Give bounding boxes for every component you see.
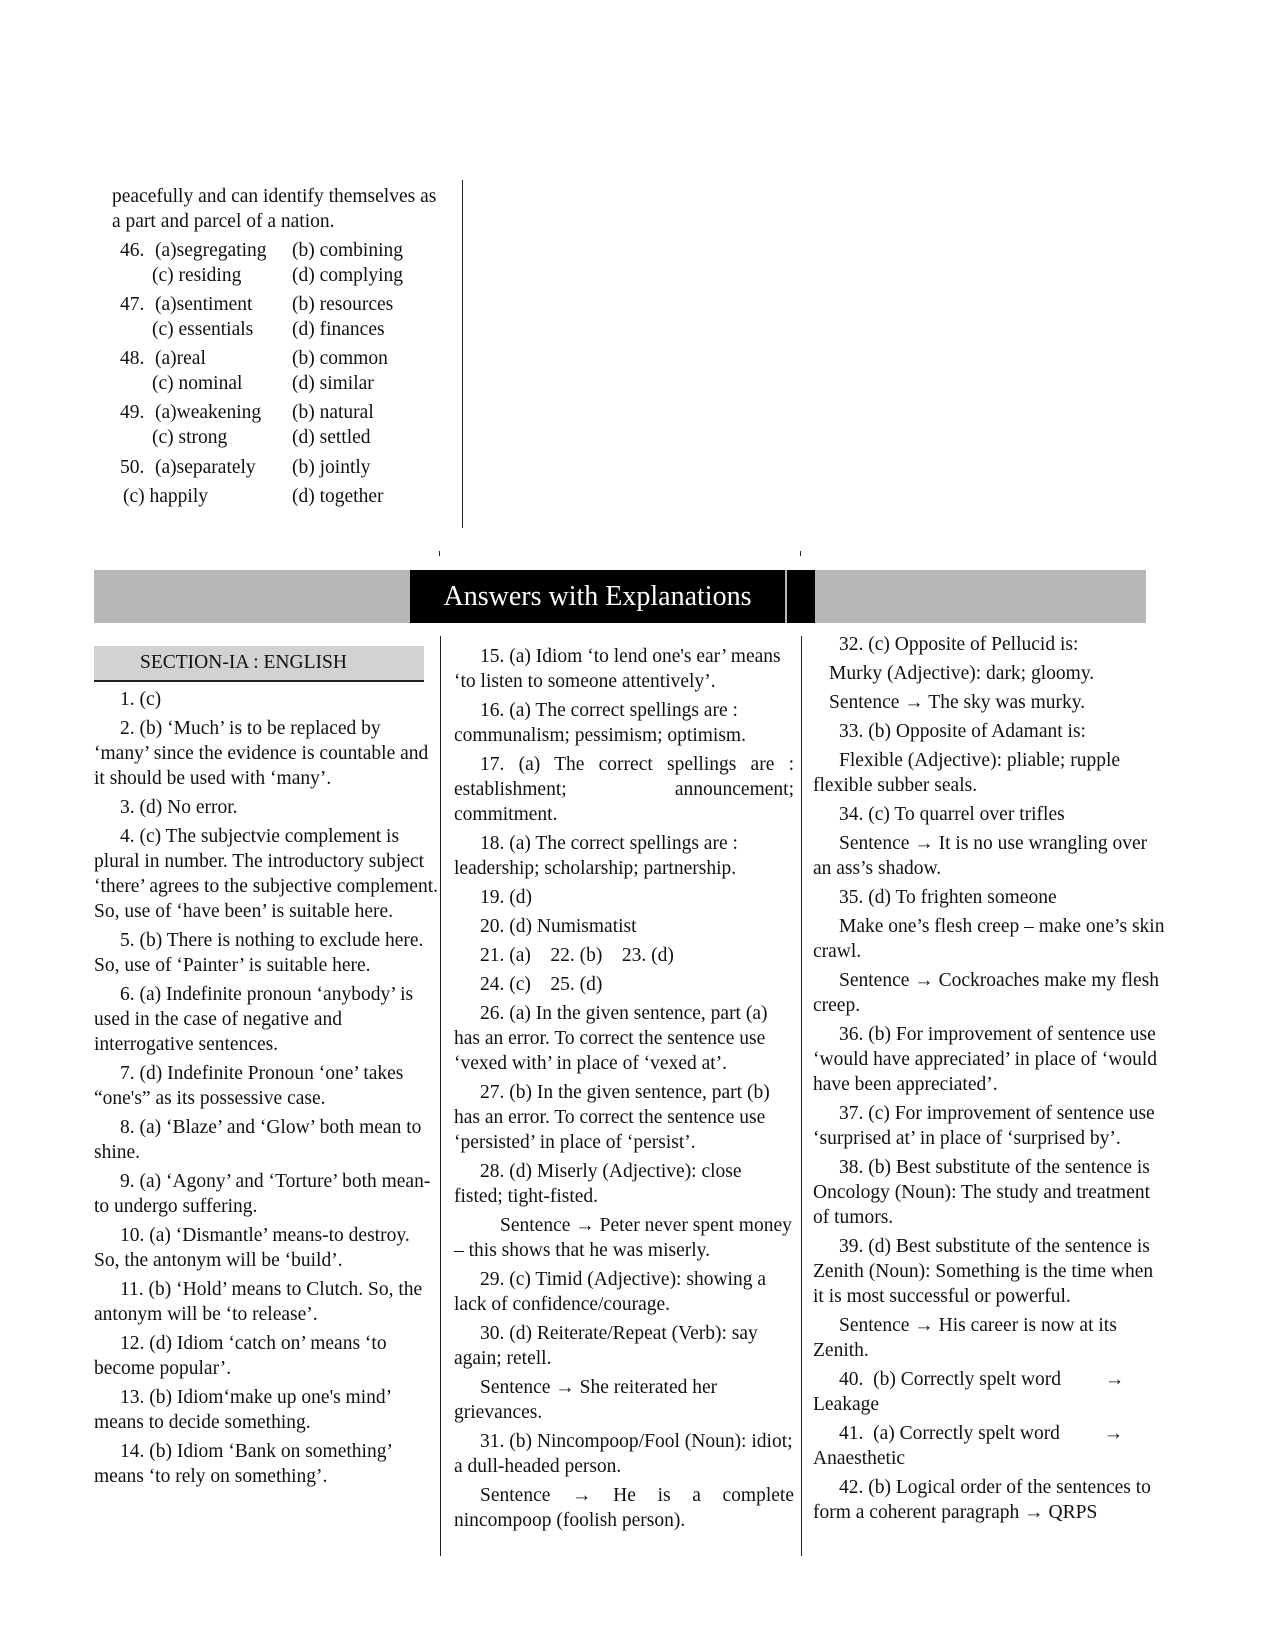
banner-title: Answers with Explanations xyxy=(410,570,785,623)
answer-item: 39. (d) Best substitute of the sentence is Zenith (Noun): Something is the time when it is most successful or powerful. xyxy=(813,1236,1154,1307)
answer-item: 28. (d) Miserly (Adjective): close fisted; tight-fisted. xyxy=(454,1161,742,1207)
banner-accent-block xyxy=(787,570,815,623)
answer-item: 21. (a) 22. (b) 23. (d) xyxy=(480,945,674,966)
option-b: (b) jointly xyxy=(292,457,371,478)
option-c: (c) strong xyxy=(152,427,228,448)
passage-continuation xyxy=(112,184,462,234)
option-a: (a)separately xyxy=(155,457,256,478)
question-48 xyxy=(112,346,442,396)
option-c: (c) essentials xyxy=(152,319,254,340)
question-50 xyxy=(112,455,442,509)
option-c: (c) residing xyxy=(152,265,242,286)
answer-item: 4. (c) The subjectvie complement is plural in number. The introductory subject ‘there’ agrees to the subjective complement. So, use of ‘have been’ is suitable here. xyxy=(94,826,438,922)
answer-item: 24. (c) 25. (d) xyxy=(480,974,603,995)
option-b: (b) resources xyxy=(292,294,394,315)
answer-detail: Flexible (Adjective): pliable; rupple flexible subber seals. xyxy=(813,750,1121,796)
column-divider xyxy=(440,636,441,1556)
answers-column-2 xyxy=(454,644,794,1537)
option-a: (a)sentiment xyxy=(155,294,253,315)
answer-example: Sentence → Cockroaches make my flesh creep. xyxy=(813,970,1160,1016)
question-46 xyxy=(112,238,442,288)
option-d: (d) settled xyxy=(292,427,371,448)
answer-item: 5. (b) There is nothing to exclude here. So, use of ‘Painter’ is suitable here. xyxy=(94,930,424,976)
answer-item: 31. (b) Nincompoop/Fool (Noun): idiot; a dull-headed person. xyxy=(454,1431,793,1477)
option-d: (d) complying xyxy=(292,265,404,286)
option-c: (c) happily xyxy=(123,486,209,507)
passage-line: peacefully and can identify themselves as xyxy=(112,186,437,207)
answer-item: 13. (b) Idiom‘make up one's mind’ means to decide something. xyxy=(94,1387,391,1433)
answer-detail: Make one’s flesh creep – make one’s skin crawl. xyxy=(813,916,1165,962)
answer-item: 14. (b) Idiom ‘Bank on something’ means ‘to rely on something’. xyxy=(94,1441,392,1487)
answer-item: 42. (b) Logical order of the sentences to form a coherent paragraph → QRPS xyxy=(813,1477,1151,1523)
tick-mark xyxy=(439,551,440,556)
tick-mark xyxy=(800,551,801,556)
answer-item: 6. (a) Indefinite pronoun ‘anybody’ is used in the case of negative and interrogative sentences. xyxy=(94,984,414,1055)
answer-item: 38. (b) Best substitute of the sentence is Oncology (Noun): The study and treatment of tumors. xyxy=(813,1157,1151,1228)
answer-item: 10. (a) ‘Dismantle’ means-to destroy. So, the antonym will be ‘build’. xyxy=(94,1225,410,1271)
answer-item: 7. (d) Indefinite Pronoun ‘one’ takes “one's” as its possessive case. xyxy=(94,1063,404,1109)
answer-item: 41. (a) Correctly spelt word → Anaesthetic xyxy=(813,1423,1128,1469)
answer-item: 11. (b) ‘Hold’ means to Clutch. So, the antonym will be ‘to release’. xyxy=(94,1279,423,1325)
answer-item: 8. (a) ‘Blaze’ and ‘Glow’ both mean to shine. xyxy=(94,1117,422,1163)
top-column-divider xyxy=(462,180,463,528)
answer-item: 30. (d) Reiterate/Repeat (Verb): say again; retell. xyxy=(454,1323,758,1369)
answer-item: 9. (a) ‘Agony’ and ‘Torture’ both mean-to undergo suffering. xyxy=(94,1171,431,1217)
option-b: (b) natural xyxy=(292,402,374,423)
option-d: (d) similar xyxy=(292,373,374,394)
answer-item: 26. (a) In the given sentence, part (a) has an error. To correct the sentence use ‘vexed with’ in place of ‘vexed at’. xyxy=(454,1003,768,1074)
option-c: (c) nominal xyxy=(152,373,243,394)
answers-column-1 xyxy=(94,687,438,1493)
answer-detail: Murky (Adjective): dark; gloomy. xyxy=(829,663,1095,684)
option-b: (b) common xyxy=(292,348,388,369)
answer-item: 33. (b) Opposite of Adamant is: xyxy=(839,721,1086,742)
answer-item: 1. (c) xyxy=(120,689,162,710)
option-b: (b) combining xyxy=(292,240,404,261)
answer-item: 18. (a) The correct spellings are : leadership; scholarship; partnership. xyxy=(454,833,738,879)
answer-example: Sentence → His career is now at its Zenith. xyxy=(813,1315,1117,1361)
passage-line: a part and parcel of a nation. xyxy=(112,211,335,232)
answer-item: 29. (c) Timid (Adjective): showing a lack of confidence/courage. xyxy=(454,1269,766,1315)
question-number: 50. xyxy=(120,457,145,478)
question-number: 47. xyxy=(120,294,145,315)
question-number: 49. xyxy=(120,402,145,423)
answer-item: 3. (d) No error. xyxy=(120,797,238,818)
column-divider xyxy=(801,636,802,1556)
answer-item: 15. (a) Idiom ‘to lend one's ear’ means ‘to listen to someone attentively’. xyxy=(454,646,781,692)
answer-item: 19. (d) xyxy=(480,887,532,908)
answer-example: Sentence → The sky was murky. xyxy=(829,692,1086,713)
answer-item: 36. (b) For improvement of sentence use ‘would have appreciated’ in place of ‘would have been appreciated’. xyxy=(813,1024,1157,1095)
answer-example: Sentence → She reiterated her grievances. xyxy=(454,1377,718,1423)
answer-item: 2. (b) ‘Much’ is to be replaced by ‘many’ since the evidence is countable and it should be used with ‘many’. xyxy=(94,718,429,789)
answer-item: 17. (a) The correct spellings are : establishment; announcement; commitment. xyxy=(454,754,794,825)
answer-item: 12. (d) Idiom ‘catch on’ means ‘to become popular’. xyxy=(94,1333,387,1379)
question-number: 46. xyxy=(120,240,145,261)
answer-item: 32. (c) Opposite of Pellucid is: xyxy=(839,634,1079,655)
answer-item: 35. (d) To frighten someone xyxy=(839,887,1057,908)
option-d: (d) together xyxy=(292,486,384,507)
option-a: (a)segregating xyxy=(155,240,267,261)
answer-item: 40. (b) Correctly spelt word → Leakage xyxy=(813,1369,1130,1415)
option-d: (d) finances xyxy=(292,319,385,340)
answer-item: 34. (c) To quarrel over trifles xyxy=(839,804,1065,825)
question-number: 48. xyxy=(120,348,145,369)
answer-example: Sentence → Peter never spent money – this shows that he was miserly. xyxy=(454,1215,792,1261)
answers-column-3 xyxy=(813,632,1165,1529)
option-a: (a)real xyxy=(155,348,206,369)
question-49 xyxy=(112,400,442,450)
answer-example: Sentence → It is no use wrangling over an ass’s shadow. xyxy=(813,833,1148,879)
question-47 xyxy=(112,292,442,342)
answer-example: Sentence → He is a complete nincompoop (foolish person). xyxy=(454,1485,794,1531)
option-a: (a)weakening xyxy=(155,402,262,423)
answer-item: 27. (b) In the given sentence, part (b) has an error. To correct the sentence use ‘persisted’ in place of ‘persist’. xyxy=(454,1082,770,1153)
answer-item: 37. (c) For improvement of sentence use ‘surprised at’ in place of ‘surprised by’. xyxy=(813,1103,1155,1149)
answer-item: 20. (d) Numismatist xyxy=(480,916,637,937)
answer-item: 16. (a) The correct spellings are : communalism; pessimism; optimism. xyxy=(454,700,746,746)
section-header: SECTION-IA : ENGLISH xyxy=(94,646,424,682)
